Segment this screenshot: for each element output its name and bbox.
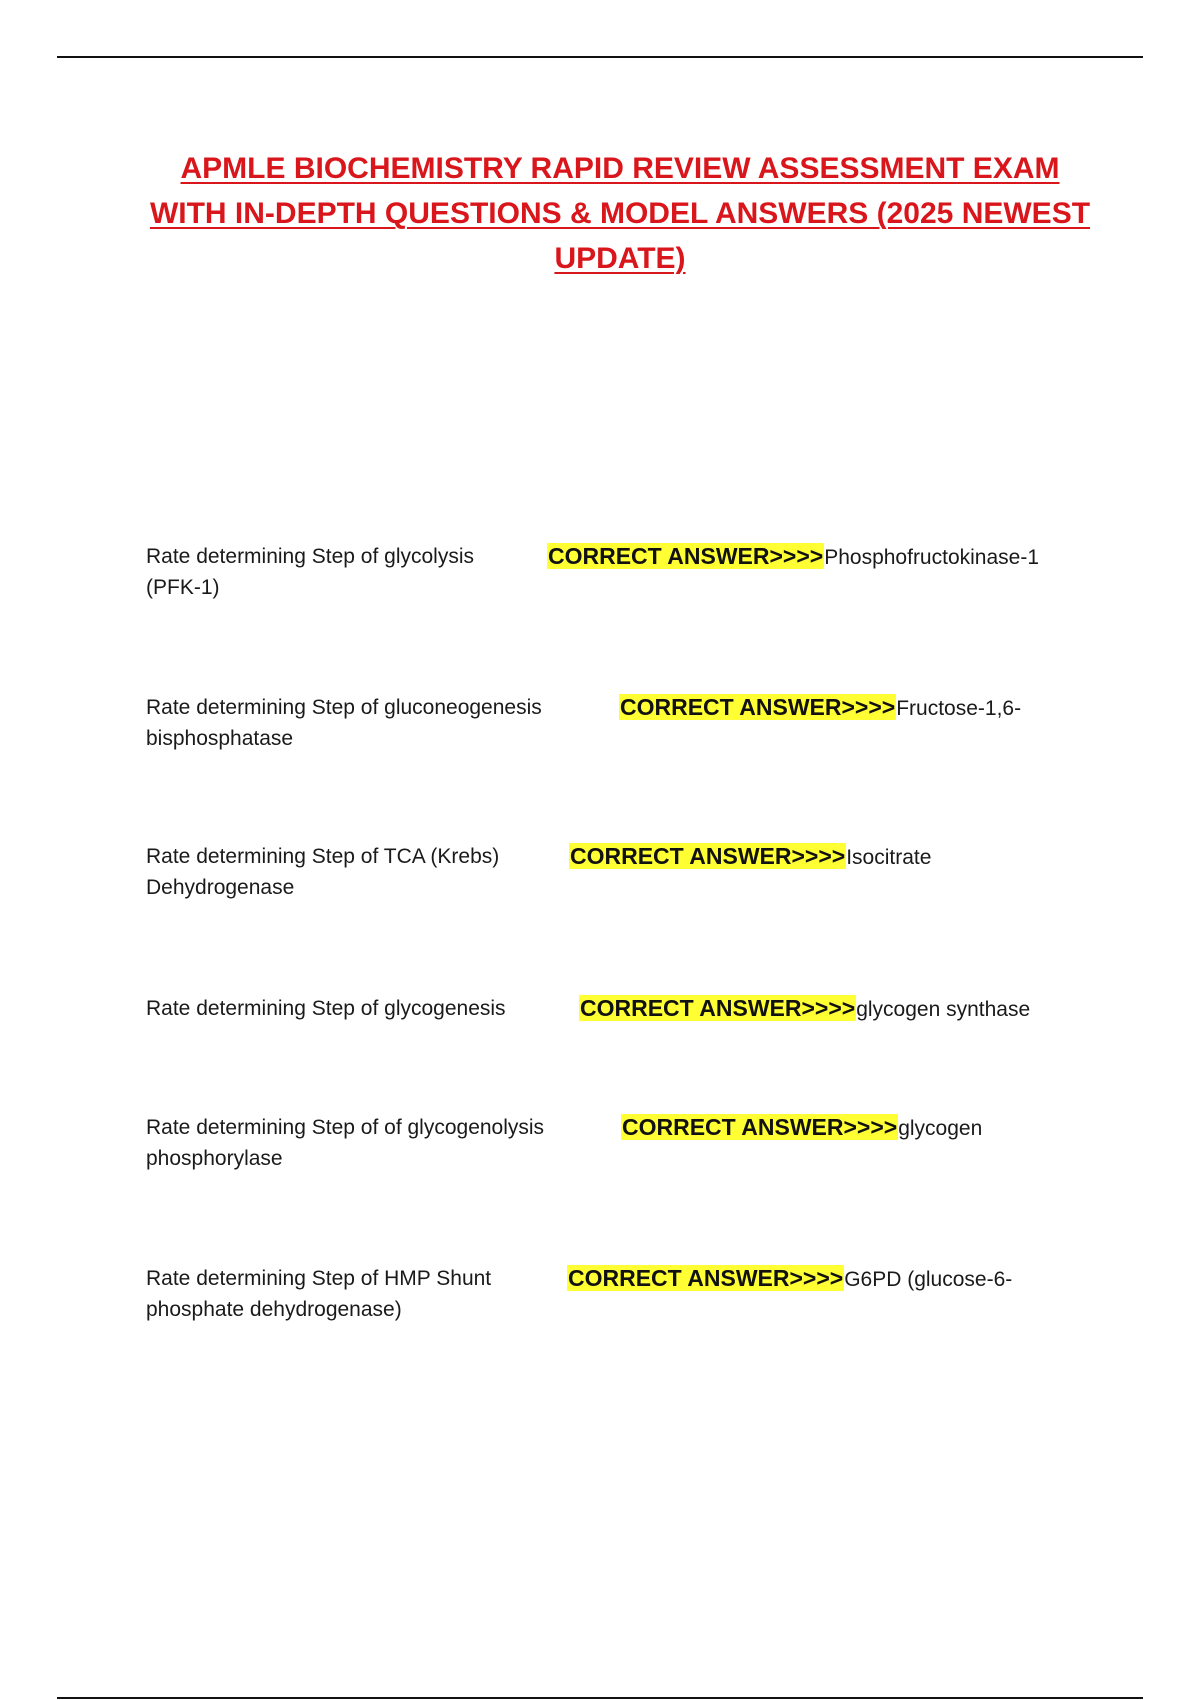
answer-text: G6PD (glucose-6- <box>844 1268 1013 1291</box>
answer <box>579 993 1030 1025</box>
qa-item <box>146 1112 1086 1174</box>
answer-text: Isocitrate <box>846 846 932 869</box>
continuation-text: phosphorylase <box>146 1147 283 1170</box>
correct-answer-label: CORRECT ANSWER>>>> <box>622 1114 898 1140</box>
answer <box>621 1112 982 1144</box>
answer <box>619 692 1021 724</box>
qa-item <box>146 993 1086 1024</box>
question-text: Rate determining Step of TCA (Krebs) <box>146 845 500 868</box>
answer-text: Fructose-1,6- <box>896 697 1022 720</box>
question-text: Rate determining Step of HMP Shunt <box>146 1267 492 1290</box>
qa-item <box>146 841 1086 903</box>
correct-answer-label: CORRECT ANSWER>>>> <box>568 1265 844 1291</box>
document-title: APMLE BIOCHEMISTRY RAPID REVIEW ASSESSMENT EXAM WITH IN-DEPTH QUESTIONS & MODEL ANSWERS (2025 NEWEST UPDATE) <box>149 152 1091 275</box>
bottom-rule <box>57 1697 1143 1699</box>
continuation-text: (PFK-1) <box>146 576 220 599</box>
qa-item <box>146 541 1086 603</box>
qa-item <box>146 1263 1086 1325</box>
correct-answer-label: CORRECT ANSWER>>>> <box>580 995 856 1021</box>
top-rule <box>57 56 1143 58</box>
question-text: Rate determining Step of glycogenesis <box>146 997 506 1020</box>
correct-answer-label: CORRECT ANSWER>>>> <box>570 843 846 869</box>
answer <box>569 841 931 873</box>
answer-text: glycogen <box>898 1117 983 1140</box>
question-text: Rate determining Step of glycolysis <box>146 545 474 568</box>
question-text: Rate determining Step of gluconeogenesis <box>146 696 542 719</box>
answer <box>547 541 1039 573</box>
answer-text: glycogen synthase <box>856 998 1031 1021</box>
correct-answer-label: CORRECT ANSWER>>>> <box>620 694 896 720</box>
correct-answer-label: CORRECT ANSWER>>>> <box>548 543 824 569</box>
continuation-text: bisphosphatase <box>146 727 294 750</box>
qa-item <box>146 692 1086 754</box>
continuation-text: Dehydrogenase <box>146 876 295 899</box>
continuation-text: phosphate dehydrogenase) <box>146 1298 402 1321</box>
answer-text: Phosphofructokinase-1 <box>824 546 1040 569</box>
answer <box>567 1263 1012 1295</box>
question-text: Rate determining Step of of glycogenolysis <box>146 1116 545 1139</box>
